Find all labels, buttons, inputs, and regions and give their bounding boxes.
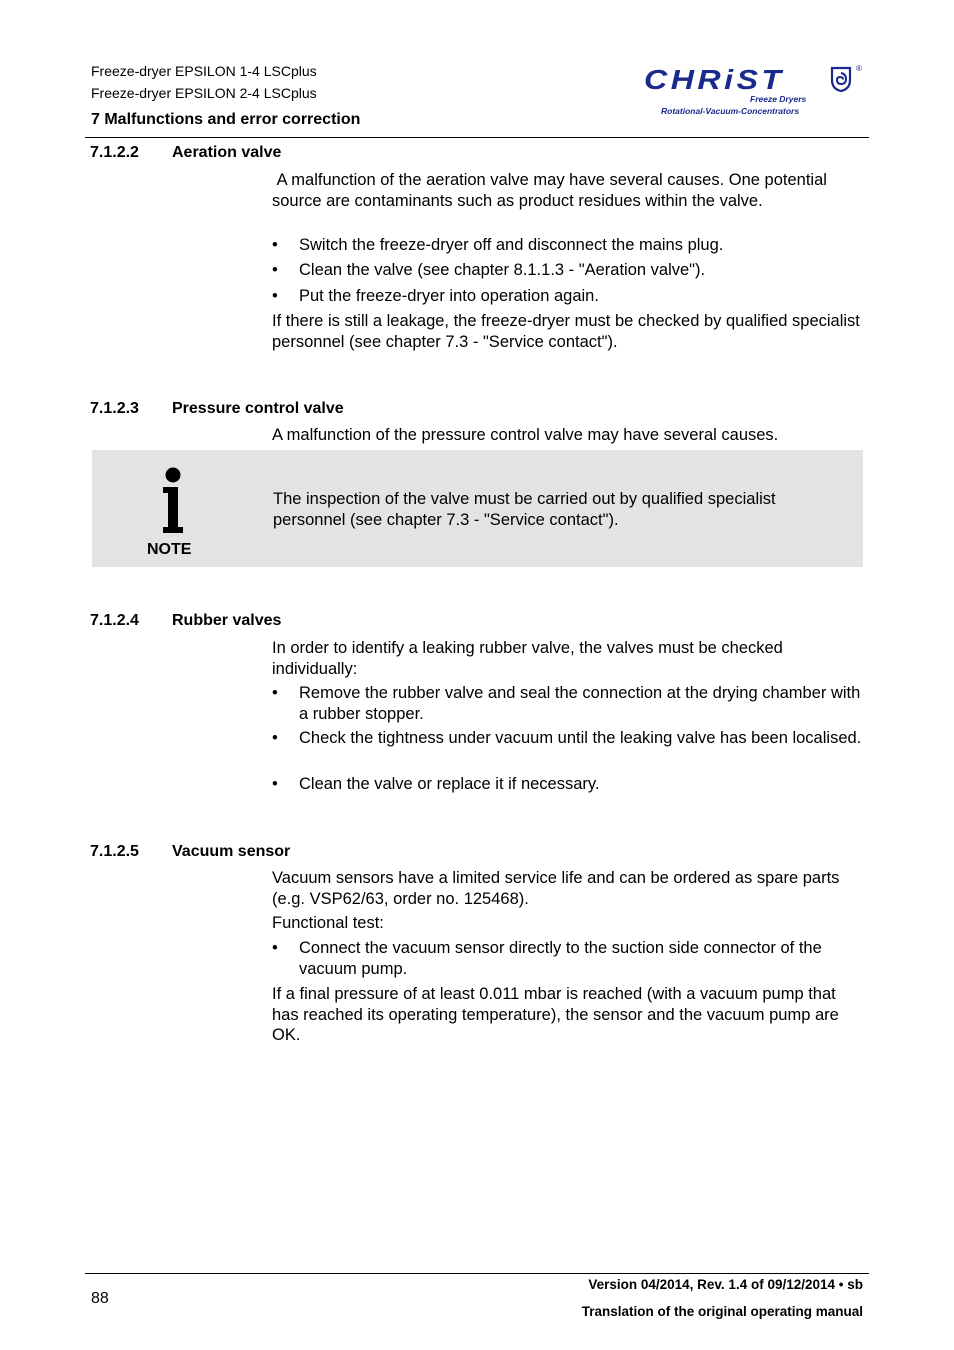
model-line-2: Freeze-dryer EPSILON 2-4 LSCplus [91, 85, 317, 101]
section-number: 7.1.2.4 [90, 612, 139, 629]
list-item [272, 774, 864, 795]
christ-logo [640, 62, 866, 120]
list-item [272, 260, 864, 281]
list-item-text: Put the freeze-dryer into operation again. [299, 287, 599, 305]
bullet-icon: • [272, 287, 278, 305]
header-rule [85, 137, 869, 138]
section-number: 7.1.2.2 [90, 144, 139, 161]
list-item [272, 683, 864, 724]
list-item-text: Clean the valve or replace it if necessary. [299, 775, 600, 793]
page-number: 88 [91, 1290, 109, 1307]
chapter-title: 7 Malfunctions and error correction [91, 111, 361, 128]
info-icon [160, 467, 186, 535]
note-box [92, 450, 863, 567]
section-title: Pressure control valve [172, 400, 344, 417]
section-number: 7.1.2.5 [90, 843, 139, 860]
paragraph: If there is still a leakage, the freeze-dryer must be checked by qualified specialist personnel (see chapter 7.3 - "Service contact"). [272, 312, 860, 351]
bullet-icon: • [272, 729, 278, 747]
footer-rule [85, 1273, 869, 1274]
list-item [272, 728, 864, 749]
list-item [272, 286, 864, 307]
paragraph: Functional test: [272, 914, 384, 932]
bullet-icon: • [272, 775, 278, 793]
paragraph: A malfunction of the aeration valve may have several causes. One potential source are contaminants such as product residues within the valve. [272, 171, 832, 210]
bullet-icon: • [272, 236, 278, 254]
list-item-text: Clean the valve (see chapter 8.1.1.3 - "Aeration valve"). [299, 261, 706, 279]
paragraph: A malfunction of the pressure control valve may have several causes. [272, 426, 779, 444]
paragraph: If a final pressure of at least 0.011 mbar is reached (with a vacuum pump that has reached its operating temperature), the sensor and the vacuum pump are OK. [272, 985, 839, 1044]
section-title: Vacuum sensor [172, 843, 291, 860]
section-title: Aeration valve [172, 144, 282, 161]
list-item-text: Check the tightness under vacuum until the leaking valve has been localised. [299, 729, 862, 747]
section-number: 7.1.2.3 [90, 400, 139, 417]
list-item [272, 235, 864, 256]
note-label: NOTE [147, 541, 192, 558]
note-text: The inspection of the valve must be carried out by qualified specialist personnel (see chapter 7.3 - "Service contact"). [273, 490, 776, 529]
version-info: Version 04/2014, Rev. 1.4 of 09/12/2014 • sb [588, 1277, 863, 1292]
list-item-text: Switch the freeze-dryer off and disconnect the mains plug. [299, 236, 724, 254]
bullet-icon: • [272, 261, 278, 279]
registered-mark: ® [856, 64, 862, 73]
model-line-1: Freeze-dryer EPSILON 1-4 LSCplus [91, 63, 317, 79]
section-title: Rubber valves [172, 612, 282, 629]
translation-note: Translation of the original operating manual [581, 1304, 863, 1319]
logo-swirl-icon [830, 66, 852, 92]
logo-wordmark: CHRiST [644, 64, 785, 95]
logo-tagline-2: Rotational-Vacuum-Concentrators [661, 106, 800, 116]
list-item-text: Remove the rubber valve and seal the connection at the drying chamber with a rubber stopper. [299, 684, 861, 723]
paragraph: Vacuum sensors have a limited service life and can be ordered as spare parts (e.g. VSP62/63, order no. 125468). [272, 869, 840, 908]
paragraph: In order to identify a leaking rubber valve, the valves must be checked individually: [272, 639, 783, 678]
list-item [272, 938, 864, 979]
bullet-icon: • [272, 684, 278, 702]
bullet-icon: • [272, 939, 278, 957]
list-item-text: Connect the vacuum sensor directly to the suction side connector of the vacuum pump. [299, 939, 822, 978]
logo-tagline-1: Freeze Dryers [750, 94, 807, 104]
